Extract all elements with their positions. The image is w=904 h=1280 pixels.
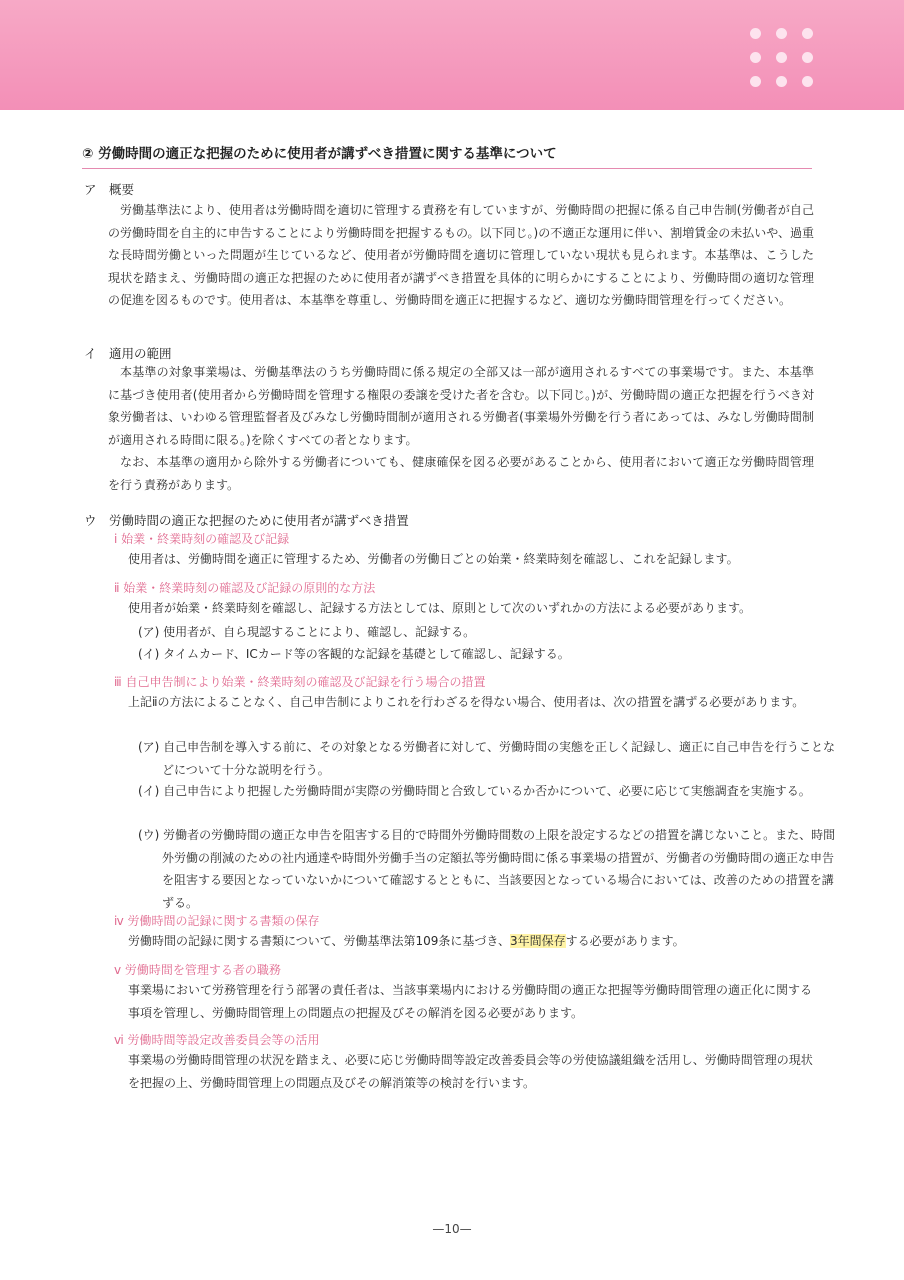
body-iii: 上記ⅱの方法によることなく、自己申告制によりこれを行わざるを得ない場合、使用者は、次の措置を講ずる必要があります。 <box>128 695 805 709</box>
heading-scope: イ 適用の範囲 <box>84 346 172 361</box>
list-item: (ウ) 労働者の労働時間の適正な申告を阻害する目的で時間外労働時間数の上限を設定するなどの措置を講じないこと。また、時間外労働の削減のための社内通達や時間外労働手当の定額払等労働時間に係る事業場の措置が、労働者の労働時間の適正な申告を阻害する要因となっていないかについて確認するとともに、当該要因となっている場合においては、改善のための措置を講ずる。 <box>138 828 836 910</box>
list-item: (イ) 自己申告により把握した労働時間が実際の労働時間と合致しているか否かについて、必要に応じて実態調査を実施する。 <box>138 784 811 798</box>
overview-paragraph: 労働基準法により、使用者は労働時間を適切に管理する責務を有していますが、労働時間の把握に係る自己申告制(労働者が自己の労働時間を自主的に申告することにより労働時間を把握するもの。以下同じ。)の不適正な運用に伴い、割増賃金の未払いや、過重な長時間労働といった問題が生じているなど、使用者が労働時間を適切に管理していない現状も見られます。本基準は、こうした現状を踏まえ、労働時間の適正な把握のために使用者が講ずべき措置を具体的に明らかにすることにより、労働時間の適切な管理の促進を図るものです。使用者は、本基準を尊重し、労働時間を適正に把握するなど、適切な労働時間管理を行ってください。 <box>108 203 814 308</box>
page-number: —10— <box>432 1222 472 1236</box>
list-item: (ア) 自己申告制を導入する前に、その対象となる労働者に対して、労働時間の実態を正しく記録し、適正に自己申告を行うことなどについて十分な説明を行う。 <box>138 740 835 777</box>
highlight-retention: 3年間保存 <box>509 934 566 948</box>
subheading-iii: ⅲ 自己申告制により始業・終業時刻の確認及び記録を行う場合の措置 <box>114 675 486 689</box>
body-vi: 事業場の労働時間管理の状況を踏まえ、必要に応じ労働時間等設定改善委員会等の労使協議組織を活用し、労働時間管理の現状を把握の上、労働時間管理上の問題点及びその解消策等の検討を行います。 <box>128 1053 813 1090</box>
heading-measures: ウ 労働時間の適正な把握のために使用者が講ずべき措置 <box>84 513 409 528</box>
list-item: (イ) タイムカード、ICカード等の客観的な記録を基礎として確認し、記録する。 <box>138 647 570 661</box>
subheading-v: ⅴ 労働時間を管理する者の職務 <box>114 963 281 977</box>
subheading-iv: ⅳ 労働時間の記録に関する書類の保存 <box>114 914 320 928</box>
body-iv: 労働時間の記録に関する書類について、労働基準法第109条に基づき、3年間保存する必要があります。 <box>128 934 685 948</box>
heading-overview: ア 概要 <box>84 182 135 197</box>
subheading-i: ⅰ 始業・終業時刻の確認及び記録 <box>114 532 290 546</box>
subheading-vi: ⅵ 労働時間等設定改善委員会等の活用 <box>114 1033 320 1047</box>
body-v: 事業場において労務管理を行う部署の責任者は、当該事業場内における労働時間の適正な把握等労働時間管理の適正化に関する事項を管理し、労働時間管理上の問題点の把握及びその解消を図る必要があります。 <box>128 983 813 1020</box>
body-ii: 使用者が始業・終業時刻を確認し、記録する方法としては、原則として次のいずれかの方法による必要があります。 <box>128 601 752 615</box>
scope-paragraph-1: 本基準の対象事業場は、労働基準法のうち労働時間に係る規定の全部又は一部が適用されるすべての事業場です。また、本基準に基づき使用者(使用者から労働時間を管理する権限の委譲を受けた者を含む。以下同じ。)が、労働時間の適正な把握を行うべき対象労働者は、いわゆる管理監督者及びみなし労働時間制が適用される労働者(事業場外労働を行う者にあっては、みなし労働時間制が適用される時間に限る。)を除くすべての者となります。 <box>108 365 814 447</box>
list-item: (ア) 使用者が、自ら現認することにより、確認し、記録する。 <box>138 625 476 639</box>
header-band <box>0 0 904 110</box>
scope-paragraph-2: なお、本基準の適用から除外する労働者についても、健康確保を図る必要があることから、使用者において適正な労働時間管理を行う責務があります。 <box>108 455 814 492</box>
subheading-ii: ⅱ 始業・終業時刻の確認及び記録の原則的な方法 <box>114 581 376 595</box>
section-title: ② 労働時間の適正な把握のために使用者が講ずべき措置に関する基準について <box>82 142 812 169</box>
decorative-dots <box>750 28 820 88</box>
body-i: 使用者は、労働時間を適正に管理するため、労働者の労働日ごとの始業・終業時刻を確認し、これを記録します。 <box>128 552 739 566</box>
